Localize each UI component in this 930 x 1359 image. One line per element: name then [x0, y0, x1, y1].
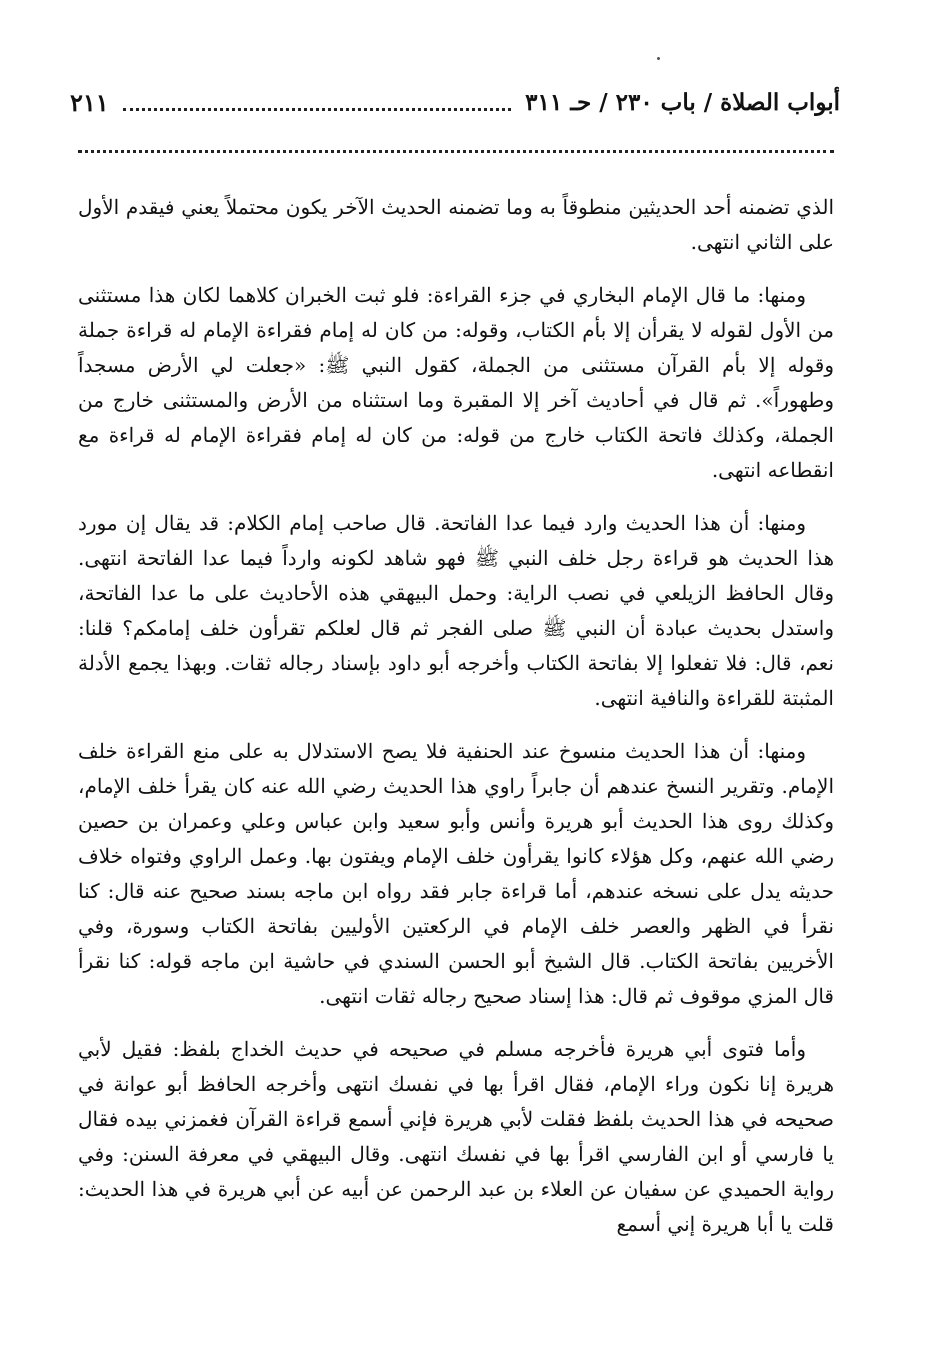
- paragraph-5: وأما فتوى أبي هريرة فأخرجه مسلم في صحيحه في حديث الخداج بلفظ: فقيل لأبي هريرة إنا نكون وراء الإمام، فقال اقرأ بها في نفسك انتهى وأخرجه الحافظ أبو عوانة في صحيحه في هذا الحديث بلفظ فقلت لأبي هريرة فإني أسمع قراءة القرآن فغمزني بيده فقال يا فارسي أو ابن الفارسي اقرأ بها في نفسك انتهى. وقال البيهقي في معرفة السنن: وفي رواية الحميدي عن سفيان عن العلاء بن عبد الرحمن عن أبيه عن أبي هريرة في هذا الحديث: قلت يا أبا هريرة إني أسمع: [78, 1037, 835, 1236]
- paragraph-3: ومنها: أن هذا الحديث وارد فيما عدا الفاتحة. قال صاحب إمام الكلام: قد يقال إن مورد هذا الحديث هو قراءة رجل خلف النبي ﷺ فهو شاهد لكونه وارداً فيما عدا الفاتحة انتهى. وقال الحافظ الزيلعي في نصب الراية: وحمل البيهقي هذه الأحاديث على ما عدا الفاتحة، واستدل بحديث عبادة أن النبي ﷺ صلى الفجر ثم قال لعلكم تقرأون خلف إمامكم؟ قلنا: نعم، قال: فلا تفعلوا إلا بفاتحة الكتاب وأخرجه أبو داود بإسناد رجاله ثقات. وبهذا يجمع الأدلة المثبتة للقراءة والنافية انتهى.: [78, 511, 834, 710]
- header-title: أبواب الصلاة / باب ٢٣٠ / حـ ٣١١: [525, 88, 840, 116]
- body-text: [78, 190, 834, 1260]
- scan-speck: [657, 57, 660, 60]
- page-number: ٢١١: [70, 87, 109, 117]
- paragraph-1: الذي تضمنه أحد الحديثين منطوقاً به وما تضمنه الحديث الآخر يكون محتملاً يعني فيقدم الأول على الثاني انتهى.: [78, 195, 834, 254]
- paragraph-2: ومنها: ما قال الإمام البخاري في جزء القراءة: فلو ثبت الخبران كلاهما لكان هذا مستثنى من الأول لقوله لا يقرأن إلا بأم الكتاب، وقوله: من كان له إمام فقراءة الإمام له قراءة جملة وقوله إلا بأم القرآن مستثنى من الجملة، كقول النبي ﷺ: «جعلت لي الأرض مسجداً وطهوراً». ثم قال في أحاديث آخر إلا المقبرة وما استثناه من الأرض والمستثنى خارج من الجملة، وكذلك فاتحة الكتاب خارج من قوله: من كان له إمام فقراءة الإمام له قراءة مع انقطاعه انتهى.: [78, 283, 834, 482]
- header-dotted-rule: [78, 150, 834, 153]
- paragraph-4: ومنها: أن هذا الحديث منسوخ عند الحنفية فلا يصح الاستدلال به على منع القراءة خلف الإمام. وتقرير النسخ عندهم أن جابراً راوي هذا الحديث رضي الله عنه كان يقرأ خلف الإمام، وكذلك روى هذا الحديث أبو هريرة وأنس وأبو سعيد وابن عباس وعلي وعمران بن حصين رضي الله عنهم، وكل هؤلاء كانوا يقرأون خلف الإمام ويفتون بها. وعمل الراوي وفتواه خلاف حديثه يدل على نسخه عندهم، أما قراءة جابر فقد رواه ابن ماجه بسند صحيح عنه قال: كنا نقرأ في الظهر والعصر خلف الإمام في الركعتين الأوليين بفاتحة الكتاب وسورة، وفي الأخريين بفاتحة الكتاب. قال الشيخ أبو الحسن السندي في حاشية ابن ماجه قوله: كنا نقرأ قال المزي موقوف ثم قال: هذا إسناد صحيح رجاله ثقات انتهى.: [78, 739, 834, 1008]
- running-header: [70, 82, 840, 122]
- header-dot-leader: [123, 94, 511, 111]
